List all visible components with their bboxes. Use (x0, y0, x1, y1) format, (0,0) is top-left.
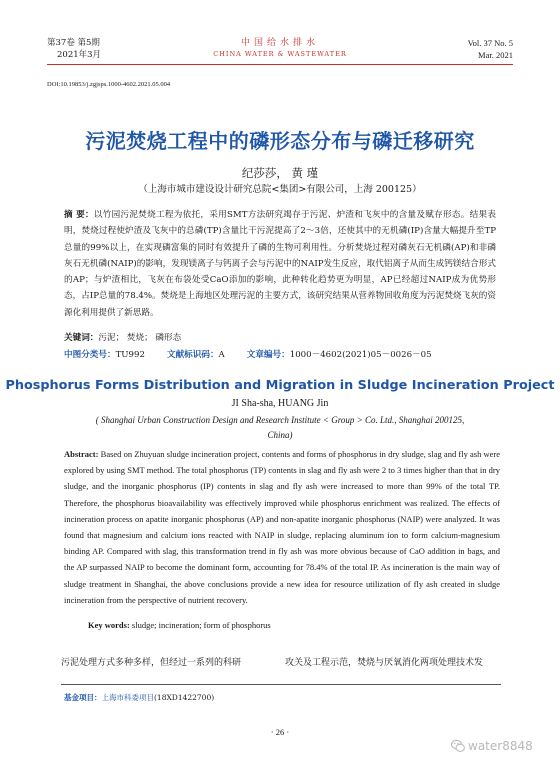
keywords-en (88, 620, 271, 630)
date-en: Mar. 2021 (478, 50, 513, 60)
abstract-cn-text: 以竹园污泥焚烧工程为依托，采用SMT方法研究竭存于污泥、炉渣和飞灰中的含量及赋存形态。结果表明，焚烧过程使炉渣及飞灰中的总磷(TP)含量比干污泥提高了2～3倍，还使其中的无机磷(IP)含量大幅提升至TP总量的99%以上，在实现磷富集的同时有效提升了磷的生物可利用性。分析焚烧过程对磷灰石无机磷(AP)和非磷灰石无机磷(NAIP)的影响，发现镁离子与钙离子会与污泥中的NAIP发生反应，取代铝离子从而生成钙镁结合形式的AP；与炉渣相比，飞灰在布袋处受CaO添加的影响，此种转化趋势更为明显，AP已经超过NAIP成为优势形态，占IP总量的78.4%。焚烧是上海地区处理污泥的主要方式，该研究结果从营养物回收角度为污泥焚烧飞灰的资源化利用提供了新思路。 (64, 210, 497, 318)
abstract-en (64, 446, 500, 608)
affiliation-en-text: ( Shanghai Urban Construction Design and Research Institute < Group > Co. Ltd., Shanghai 200125, China) (95, 415, 465, 440)
affiliation-cn: （上海市城市建设设计研究总院<集团>有限公司，上海 200125） (138, 184, 422, 195)
doi: DOI:10.19853/j.zgjsps.1000-4602.2021.05.004 (47, 81, 171, 88)
funding-label: 基金项目： (64, 693, 102, 702)
funding-note (64, 692, 214, 703)
issue-info-en (468, 37, 513, 61)
article-no-value: 1000－4602(2021)05－0026－05 (289, 350, 432, 360)
article-no-label: 文章编号： (246, 350, 290, 360)
doc-code-value: A (218, 350, 225, 360)
keywords-cn-label: 关键词： (64, 333, 99, 343)
watermark-text: water8848 (468, 739, 533, 753)
date-cn: 2021年3月 (57, 50, 102, 60)
page-number: · 26 · (270, 727, 290, 737)
footnote-divider (61, 684, 501, 685)
funding-project: 上海市科委项目 (101, 693, 154, 702)
keywords-en-text: sludge; incineration; form of phosphorus (131, 620, 271, 630)
clc-value: TU992 (115, 350, 145, 360)
clc-label: 中图分类号： (64, 350, 116, 360)
authors-cn: 纪莎莎， 黄 瑾 (241, 166, 319, 180)
volume-issue-cn: 第37卷 第5期 (47, 38, 100, 48)
body-text-start (61, 655, 501, 668)
journal-name-cn: 中国给水排水 (240, 38, 319, 48)
paper-title-cn: 污泥焚烧工程中的磷形态分布与磷迁移研究 (85, 129, 475, 153)
wechat-icon (451, 739, 465, 753)
keywords-cn-text: 污泥； 焚烧； 磷形态 (98, 333, 182, 343)
body-col1-line: 污泥处理方式多种多样，但经过一系列的科研 (61, 658, 242, 668)
funding-code: (18XD1422700) (154, 693, 215, 702)
journal-name-en: CHINA WATER & WASTEWATER (213, 50, 347, 58)
keywords-cn (64, 331, 181, 345)
paper-title-en: Phosphorus Forms Distribution and Migration in Sludge Incineration Project (5, 378, 555, 393)
abstract-en-label: Abstract: (64, 449, 99, 459)
abstract-cn-label: 摘 要： (64, 210, 94, 220)
abstract-cn (64, 207, 496, 321)
affiliation-en (0, 413, 560, 443)
authors-en: JI Sha-sha, HUANG Jin (231, 398, 329, 409)
classification-line (64, 348, 432, 362)
abstract-en-text: Based on Zhuyuan sludge incineration project, contents and forms of phosphorus in dry sludge, slag and fly ash were explored by using SMT method. The total phosphorus (TP) contents in slag and fly ash were 2 to 3 times higher than that in dry sludge, and the inorganic phosphorus (IP) contents in slag and fly ash were increased to more than 99% of the total TP. Therefore, the phosphorus bioavailability was effectively improved while phosphorus enrichment was realized. The effects of incineration process on apatite inorganic phosphorus (AP) and non-apatite inorganic phosphorus (NAIP) were analyzed. It was found that magnesium and calcium ions reacted with NAIP in sludge, replacing aluminum ion to form calcium-magnesium binding AP. Compared with slag, this transformation trend in fly ash was more obvious because of CaO addition in bags, and the AP surpassed NAIP to become the dominant form, accounting for 78.4% of the total IP. As incineration is the main way of sludge treatment in Shanghai, the above conclusions provide a new idea for resource utilization of fly ash created in sludge incineration from the perspective of nutrient recovery. (64, 449, 501, 605)
doc-code-label: 文献标识码： (166, 350, 219, 360)
volume-issue-en: Vol. 37 No. 5 (467, 38, 513, 48)
body-col2-line: 攻关及工程示范，焚烧与厌氧消化两项处理技术发 (285, 658, 484, 668)
header-divider (47, 64, 513, 65)
watermark (451, 739, 533, 753)
keywords-en-label: Key words: (88, 620, 130, 630)
